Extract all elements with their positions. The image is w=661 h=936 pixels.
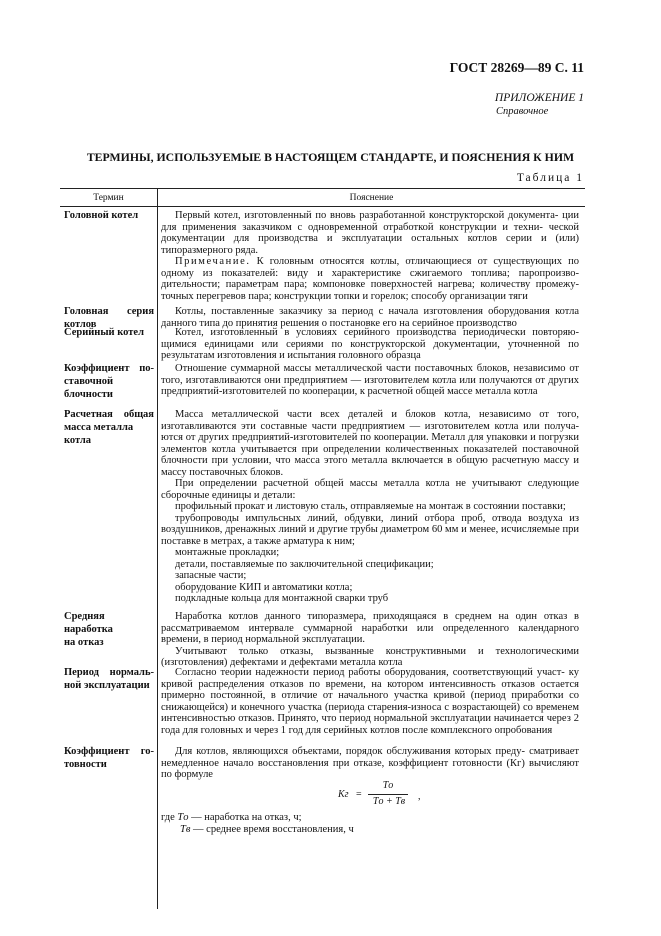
term-line: котлов: [64, 319, 97, 330]
document-title: ТЕРМИНЫ, ИСПОЛЬЗУЕМЫЕ В НАСТОЯЩЕМ СТАНДАРТЕ, И ПОЯСНЕНИЯ К НИМ: [86, 150, 575, 164]
term-cell: [64, 362, 154, 401]
text-line: рассматриваемом интервале суммарной наработки или определенного календарного: [161, 622, 579, 634]
term-line: товности: [64, 759, 107, 770]
explanation-paragraph: [161, 256, 579, 302]
text-line: профильный прокат и листовую сталь, отправляемые на монтаж в состоянии: [175, 501, 520, 512]
text-line: Котел, изготовленный в условиях серийного производства периодически повторяю-: [175, 327, 579, 338]
text-line: К головным относятся котлы, отличающиеся от существующих: [250, 256, 563, 267]
explanation-paragraph: [161, 746, 579, 781]
text-line: сборочные единицы и детали:: [161, 489, 296, 501]
text-line: Масса металлической части всех деталей и блоков котла, независимо от того,: [175, 409, 579, 420]
table-top-rule: [60, 188, 585, 189]
text-line: Согласно теории надежности период работы оборудования, соответствующий участ-: [175, 667, 565, 678]
text-line: (Кг) вычисляют по формуле: [161, 757, 579, 780]
text-line: приработки со снижающейся) и конечного участка (периода старения-износа с: [161, 690, 580, 713]
table-caption: Таблица 1: [516, 172, 584, 184]
explanation-cell: [161, 611, 579, 669]
formula-equals: =: [356, 789, 362, 800]
text-line: данного типа до принятия решения о постановке его на серийное производство: [161, 317, 517, 329]
explanation-paragraph: [161, 611, 579, 646]
table-column-divider: [157, 188, 158, 909]
explanation-paragraph: [161, 478, 579, 501]
term-line: на отказ: [64, 637, 104, 648]
term-cell: [64, 610, 154, 649]
text-line: точных перегревов пара; конструкции топки и горелок; способу организации тяги: [161, 290, 528, 302]
explanation-cell: [161, 210, 579, 302]
text-line: Первый котел, изготовленный по вновь разработанной конструкторской документа-: [175, 210, 559, 221]
text-line: поставочной блочности при условии, что масса этого металла включается в общую: [161, 443, 580, 466]
text-line: после комплексного опробования: [402, 724, 553, 736]
formula-lhs: Kг: [338, 789, 349, 800]
where-symbol: Tо: [177, 812, 189, 823]
explanation-paragraph: [161, 667, 579, 736]
term-cell: [64, 408, 154, 447]
explanation-paragraph: [161, 570, 579, 582]
explanation-paragraph: [161, 513, 579, 548]
explanation-paragraph: [161, 559, 579, 571]
explanation-cell: [161, 306, 579, 329]
text-line: остается примерно постоянной, в отличие от начального участка кривой (период: [161, 678, 580, 701]
formula-denominator: Tо + Tв: [372, 796, 406, 807]
where-prefix: где: [161, 812, 175, 823]
explanation-paragraph: [161, 501, 579, 513]
term-line: Коэффициент го-: [64, 746, 154, 757]
text-line: возрастающей) со временем интенсивностью отказов. Принято, что период нормальной: [161, 701, 579, 724]
explanation-paragraph: [161, 306, 579, 329]
text-line: Учитывают только отказы, вызванные конструктивными и технологическими: [175, 645, 579, 657]
table-header-rule: [60, 206, 585, 207]
text-line: изготавливаются эти составные части предприятием — изготовителем котла или получа-: [161, 420, 579, 432]
term-line: Серийный котел: [64, 327, 144, 338]
formula-numerator: Tо: [382, 780, 394, 791]
text-line: типоразмерного ряда.: [161, 244, 259, 256]
text-line: детали, поставляемые по заключительной спецификации;: [175, 558, 434, 570]
explanation-paragraph: [161, 593, 579, 605]
text-line: Наработка котлов данного типоразмера, приходящаяся в среднем на один отказ в: [175, 611, 579, 622]
text-line: времени, в период нормальной эксплуатации.: [161, 634, 365, 645]
explanation-cell: [161, 409, 579, 605]
column-header-term: Термин: [93, 193, 124, 203]
readiness-formula: [338, 779, 428, 809]
explanation-paragraph: [161, 327, 579, 362]
term-cell: [64, 326, 154, 339]
formula-comma: ,: [418, 791, 421, 802]
term-line: Коэффициент по-: [64, 363, 154, 374]
text-line: расчетную массу и массу поставочных блоков.: [161, 455, 580, 478]
text-line: запасные части;: [175, 570, 247, 581]
text-line: ку кривой распределения отказов по времени, на котором интенсивность отказов: [161, 667, 579, 690]
text-line: воздушников, дренажных линий и другие трубы диаметром 60 мм и менее, исчисляемые: [161, 524, 560, 535]
where-line-2: [180, 824, 354, 836]
where-symbol: Tв: [180, 824, 191, 835]
explanation-paragraph: [161, 409, 579, 478]
term-line: ставочной блочности: [64, 376, 114, 400]
note-label: Примечание.: [175, 256, 251, 267]
text-line: (изготовления) дефектами и дефектами металла котла: [161, 657, 403, 668]
explanation-cell: [161, 327, 579, 362]
term-cell: [64, 745, 154, 771]
term-line: ной эксплуатации: [64, 680, 150, 691]
text-line: Отношение суммарной массы металлической части поставочных блоков, независимо: [175, 363, 566, 374]
text-line: ции для применения заказчиком с одновременной отработкой конструкции и техни-: [161, 210, 579, 233]
text-line: подкладные кольца для монтажной сварки труб: [175, 593, 389, 604]
term-cell: [64, 666, 154, 692]
text-line: щимися единицами или сериями по конструкторской документации, уточненной по: [161, 338, 579, 350]
text-line: Котлы, поставленные заказчику за период с начала изготовления оборудования котла: [175, 306, 579, 317]
formula-fraction-bar: [368, 794, 408, 795]
text-line: ются от других предприятий-изготовителей по кооперации. Металл для упаковки и: [161, 432, 536, 443]
term-line: масса металла котла: [64, 422, 134, 446]
text-line: Для котлов, являющихся объектами, порядок обслуживания которых преду-: [175, 746, 526, 757]
term-line: Головная серия: [64, 306, 154, 317]
explanation-paragraph: [161, 363, 579, 398]
text-line: ческой документации для производства и эксплуатации остальных котлов серии и (или): [161, 221, 579, 244]
text-line: оборудование КИП и автоматики котла;: [175, 581, 353, 593]
where-text: — среднее время восстановления, ч: [193, 824, 354, 835]
text-line: при поставке в метрах, а также арматура к ним;: [161, 524, 580, 547]
text-line: При определении расчетной общей массы металла котла не учитывают следующие: [175, 478, 579, 489]
text-line: монтажные прокладки;: [175, 547, 280, 558]
where-text: — наработка на отказ, ч;: [191, 812, 302, 823]
text-line: по одному из показателей: виду и характеристике сжигаемого топлива; паропроизво-: [161, 256, 579, 279]
text-line: эксплуатации начинается через 2 года для головных и через 1 год для серийных котлов: [161, 713, 579, 736]
text-line: поставки;: [522, 501, 566, 512]
where-line-1: [161, 812, 302, 824]
page-header: ГОСТ 28269—89 С. 11: [449, 60, 584, 75]
term-cell: [64, 209, 154, 222]
term-line: Средняя наработка: [64, 611, 113, 635]
explanation-cell: [161, 667, 579, 736]
term-line: Головной котел: [64, 210, 139, 221]
explanation-paragraph: [161, 547, 579, 559]
text-line: сматривает немедленное начало восстановления при отказе, коэффициент готовности: [161, 746, 580, 769]
explanation-paragraph: [161, 210, 579, 256]
explanation-paragraph: [161, 646, 579, 669]
explanation-paragraph: [161, 582, 579, 594]
term-line: Период нормаль-: [64, 667, 154, 678]
text-line: трубопроводы импульсных линий, обдувки, линий отбора проб, отвода воздуха из: [175, 512, 579, 524]
appendix-subtitle: Справочное: [496, 106, 549, 117]
explanation-cell: [161, 746, 579, 781]
text-line: других предприятий-изготовителей по кооперации, к расчетной общей массе металла: [161, 374, 579, 397]
text-line: котла: [513, 386, 538, 397]
appendix-title: ПРИЛОЖЕНИЕ 1: [494, 92, 584, 104]
text-line: от того, изготавливаются они предприятием — изготовителем котла или получаются от: [161, 363, 580, 386]
explanation-cell: [161, 363, 579, 398]
term-line: Расчетная общая: [64, 409, 154, 420]
column-header-explanation: Пояснение: [349, 193, 394, 203]
text-line: погрузки элементов котла учитывается при определении количественных показателей: [161, 432, 579, 455]
text-line: дительности; параметрам пара; компоновке поверхностей нагрева; количеству промежу-: [161, 279, 579, 290]
text-line: результатам изготовления и испытания головного образца: [161, 350, 421, 361]
